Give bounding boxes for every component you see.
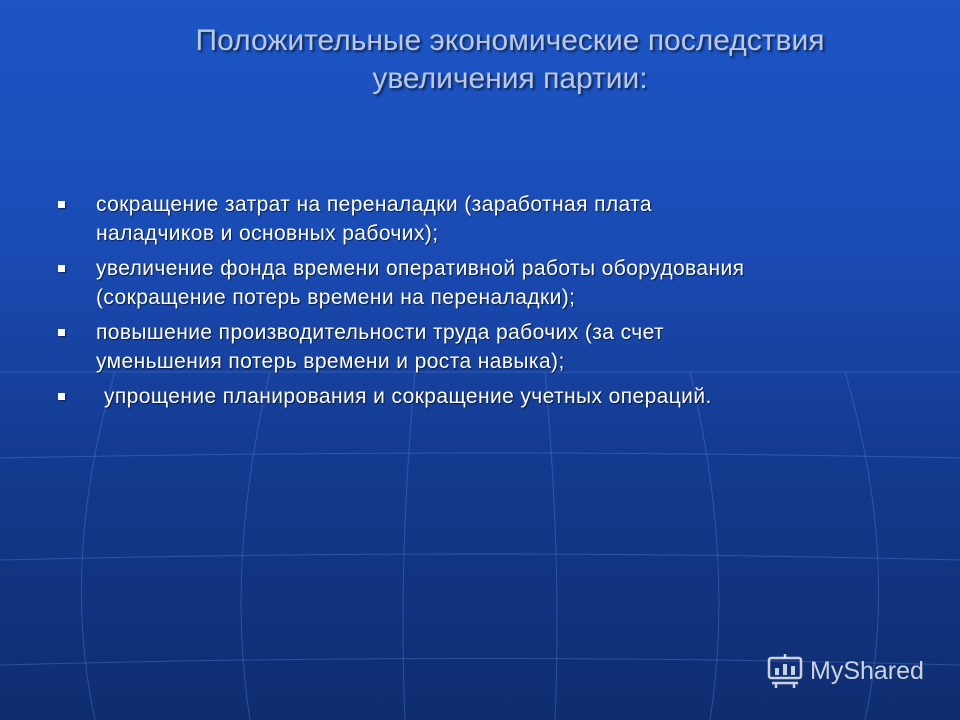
bullet-item-3 <box>52 318 912 376</box>
square-bullet-icon <box>58 201 65 208</box>
bullet-item-2-line-1: увеличение фонда времени оперативной работы оборудования <box>96 257 745 280</box>
bullet-item-2-line-2: (сокращение потерь времени на переналадки); <box>96 286 576 309</box>
bullet-item-1 <box>52 190 912 248</box>
bullet-item-2 <box>52 254 912 312</box>
square-bullet-icon <box>58 393 65 400</box>
title-line-1: Положительные экономические последствия <box>195 24 825 57</box>
bullet-item-3-line-2: уменьшения потерь времени и роста навыка); <box>96 350 565 373</box>
bullet-item-4 <box>52 382 912 411</box>
title-line-2: увеличения партии: <box>372 62 648 95</box>
square-bullet-icon <box>58 329 65 336</box>
myshared-watermark <box>766 653 924 689</box>
watermark-text: MyShared <box>810 656 924 685</box>
square-bullet-icon <box>58 265 65 272</box>
slide-title <box>110 22 910 98</box>
bullet-list <box>52 190 912 417</box>
bullet-item-1-line-1: сокращение затрат на переналадки (заработная плата <box>96 193 652 216</box>
bullet-item-4-line-1: упрощение планирования и сокращение учетных операций. <box>104 385 712 408</box>
bullet-item-1-line-2: наладчиков и основных рабочих); <box>96 222 439 245</box>
presentation-board-icon <box>766 653 804 689</box>
bullet-item-3-line-1: повышение производительности труда рабочих (за счет <box>96 321 664 344</box>
